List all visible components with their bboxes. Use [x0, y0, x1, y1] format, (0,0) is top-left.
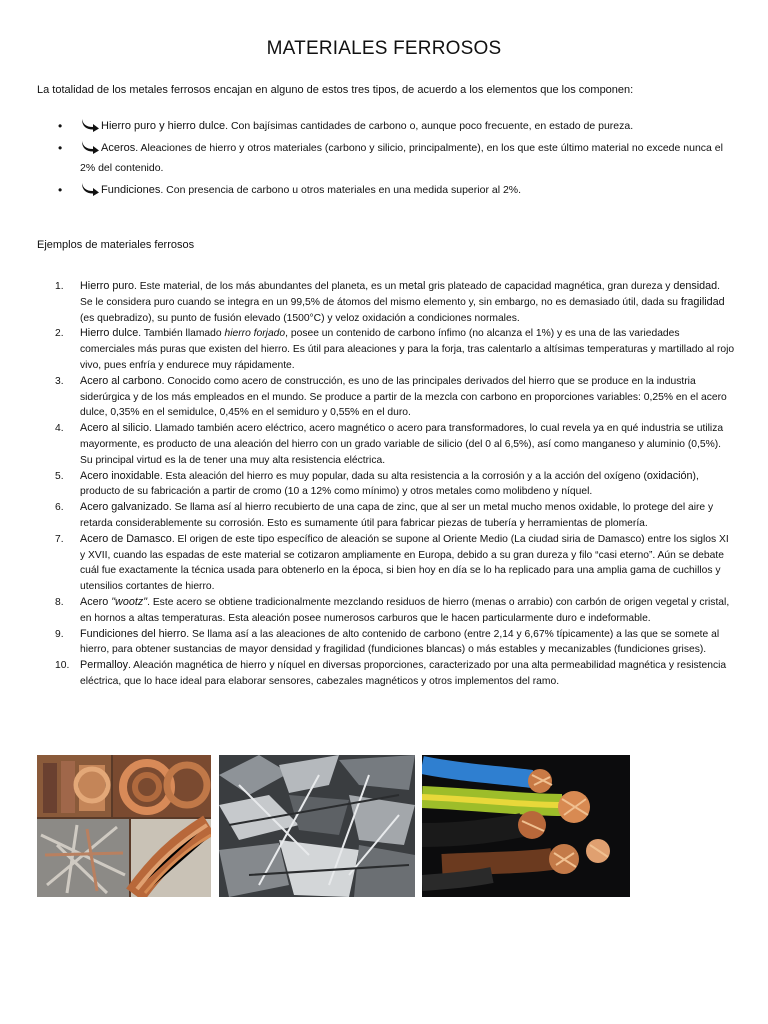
item-name: Acero inoxidable — [80, 469, 160, 482]
list-item — [55, 627, 735, 659]
item-number: 5. — [55, 470, 64, 482]
photo-strip — [37, 755, 737, 897]
key-term: oxidación — [646, 469, 693, 482]
item-number: 6. — [55, 502, 64, 514]
item-text: . Se llama así al hierro recubierto de una capa de zinc, que al ser un metal mucho menos oxidable, lo protege del aire y retarda considerablemente su corrosión. Esto es sumamente útil para fabricar piezas de tubería y herramientas de plomería. — [80, 502, 714, 529]
hook-arrow-icon — [80, 182, 100, 196]
bullet-dot: • — [58, 119, 63, 133]
item-text: (es quebradizo), su punto de fusión elevado (1500°C) y veloz oxidación a condiciones normales. — [80, 312, 520, 324]
list-item — [55, 326, 735, 373]
key-term: fragilidad — [680, 295, 725, 308]
item-name: Acero galvanizado — [80, 501, 169, 514]
item-name: Hierro puro — [80, 280, 135, 292]
copper-collage-image — [37, 755, 211, 897]
item-text: ), producto de su fabricación a partir de cromo (10 a 12% como mínimo) y otros metales como molibdeno y níquel. — [80, 470, 699, 498]
item-text: . Este acero se obtiene tradicionalmente mezclando residuos de hierro (menas o arrabio) con carbón de origen vegetal y cristal, en hornos a altas temperaturas. Esta aleación posee numerosos carburos que le hacen particularmente duro e indeformable. — [80, 596, 730, 624]
item-text: . Se llama así a las aleaciones de alto contenido de carbono (entre 2,14 y 6,67% típicamente) a las que se somete al hierro, para obtener sustancias de mayor densidad y fragilidad (fundiciones blancas) o más estables y mecanizables (fundiciones grises). — [80, 628, 720, 656]
item-number: 1. — [55, 281, 64, 292]
item-number: 9. — [55, 628, 64, 640]
intro-paragraph: La totalidad de los metales ferrosos encajan en alguno de estos tres tipos, de acuerdo a los elementos que los componen: — [37, 84, 634, 96]
item-number: 3. — [55, 375, 64, 387]
type-name: Hierro puro y hierro dulce — [101, 120, 226, 132]
list-item — [55, 138, 735, 178]
list-item — [55, 595, 735, 627]
item-text: . Se le considera puro cuando se integra en un 99,5% de átomos del mismo elemento y, sin embargo, no es demasiado útil, dada su — [80, 281, 721, 308]
item-name: Acero al silicio — [80, 422, 150, 435]
key-term: densidad — [673, 280, 718, 292]
item-text: . El origen de este tipo específico de aleación se supone al Oriente Medio (La ciudad siria de Damasco) entre los siglos XI y XVII, cuando las espadas de este material se cotizaron ampliamente en Europa, debido a su gran dureza y filo “casi eterno”. Aún se debate cuál fue exactamente la técnica usada para obtenerlo en la época, si bien hoy en día se lo ha replicado para una amplia gama de cuchillos y utensilios cortantes de hierro. — [80, 533, 729, 593]
italic-term: hierro forjado — [224, 328, 286, 340]
item-number: 2. — [55, 328, 64, 340]
item-text: . Este material, de los más abundantes del planeta, es un — [134, 281, 400, 292]
item-name: Permalloy — [80, 659, 129, 672]
bullet-dot: • — [58, 183, 63, 197]
item-name: Hierro dulce — [80, 327, 139, 340]
type-description: . Aleaciones de hierro y otros materiales (carbono y silicio, principalmente), en los que este último material no excede nunca el 2% del contenido. — [80, 142, 723, 174]
list-item — [55, 500, 735, 532]
item-number: 10. — [55, 660, 70, 672]
hook-arrow-icon — [80, 140, 100, 154]
item-text: . Aleación magnética de hierro y níquel en diversas proporciones, caracterizado por una alta permeabilidad magnética y resistencia eléctrica, que lo hace ideal para elaborar sensores, cabezales magnéticos y otros implementos del ramo. — [80, 660, 727, 687]
list-item — [55, 116, 735, 136]
bullet-dot: • — [58, 141, 63, 155]
item-text: . También llamado — [138, 328, 225, 340]
item-text: gris plateado de capacidad magnética, gran dureza y — [425, 281, 674, 292]
type-description: . Con presencia de carbono u otros materiales en una medida superior al 2%. — [160, 184, 522, 196]
examples-list — [55, 279, 735, 690]
item-number: 4. — [55, 423, 64, 435]
item-name: Acero — [80, 595, 112, 608]
item-name-italic: "wootz" — [111, 595, 148, 608]
item-name: Acero de Damasco — [80, 532, 172, 545]
key-term: metal — [399, 280, 426, 292]
steel-scrap-image — [219, 755, 415, 897]
type-description: . Con bajísimas cantidades de carbono o, aunque poco frecuente, en estado de pureza. — [225, 120, 634, 132]
list-item — [55, 374, 735, 421]
list-item — [55, 469, 735, 501]
examples-heading: Ejemplos de materiales ferrosos — [37, 239, 195, 251]
list-item — [55, 421, 735, 468]
type-name: Aceros — [101, 142, 136, 154]
item-name: Acero al carbono — [80, 374, 162, 387]
list-item — [55, 180, 735, 200]
item-text: , posee un contenido de carbono ínfimo (no alcanza el 1%) y es una de las variedades comerciales más puras que existen del hierro. Es útil para aleaciones y para la forja, tras calentarlo a altísimas temperaturas y martillado al rojo vivo, pues enfría y endurece muy rápidamente. — [80, 328, 735, 371]
item-text: . Conocido como acero de construcción, es uno de las principales derivados del hierro que se produce en la industria siderúrgica y de los más empleados en el mundo. Se produce a partir de la mezcla con carbono en proporciones variables: 0,25% en el acero dulce, 0,35% en el semidulce, 0,45% en el semiduro y 0,55% en el duro. — [80, 375, 727, 419]
list-item — [55, 279, 735, 326]
document-title: MATERIALES FERROSOS — [266, 38, 502, 59]
list-item — [55, 658, 735, 690]
hook-arrow-icon — [80, 118, 100, 132]
item-number: 8. — [55, 596, 64, 608]
item-text: . Llamado también acero eléctrico, acero magnético o acero para transformadores, lo cual revela ya en qué industria se utiliza mayormente, es producto de una aleación del hierro con un grado variable de silicio (del 0 al 6,5%), así como manganeso y aluminio (0,5%). Su principal virtud es la de tener una muy alta resistencia eléctrica. — [80, 423, 724, 466]
item-number: 7. — [55, 533, 64, 545]
material-types-list — [55, 116, 735, 202]
electric-cables-image — [422, 755, 630, 897]
list-item — [55, 532, 735, 595]
type-name: Fundiciones — [101, 184, 161, 196]
item-text: . Esta aleación del hierro es muy popular, dada su alta resistencia a la corrosión y a la acción del oxígeno ( — [159, 470, 647, 482]
item-name: Fundiciones del hierro — [80, 627, 187, 640]
